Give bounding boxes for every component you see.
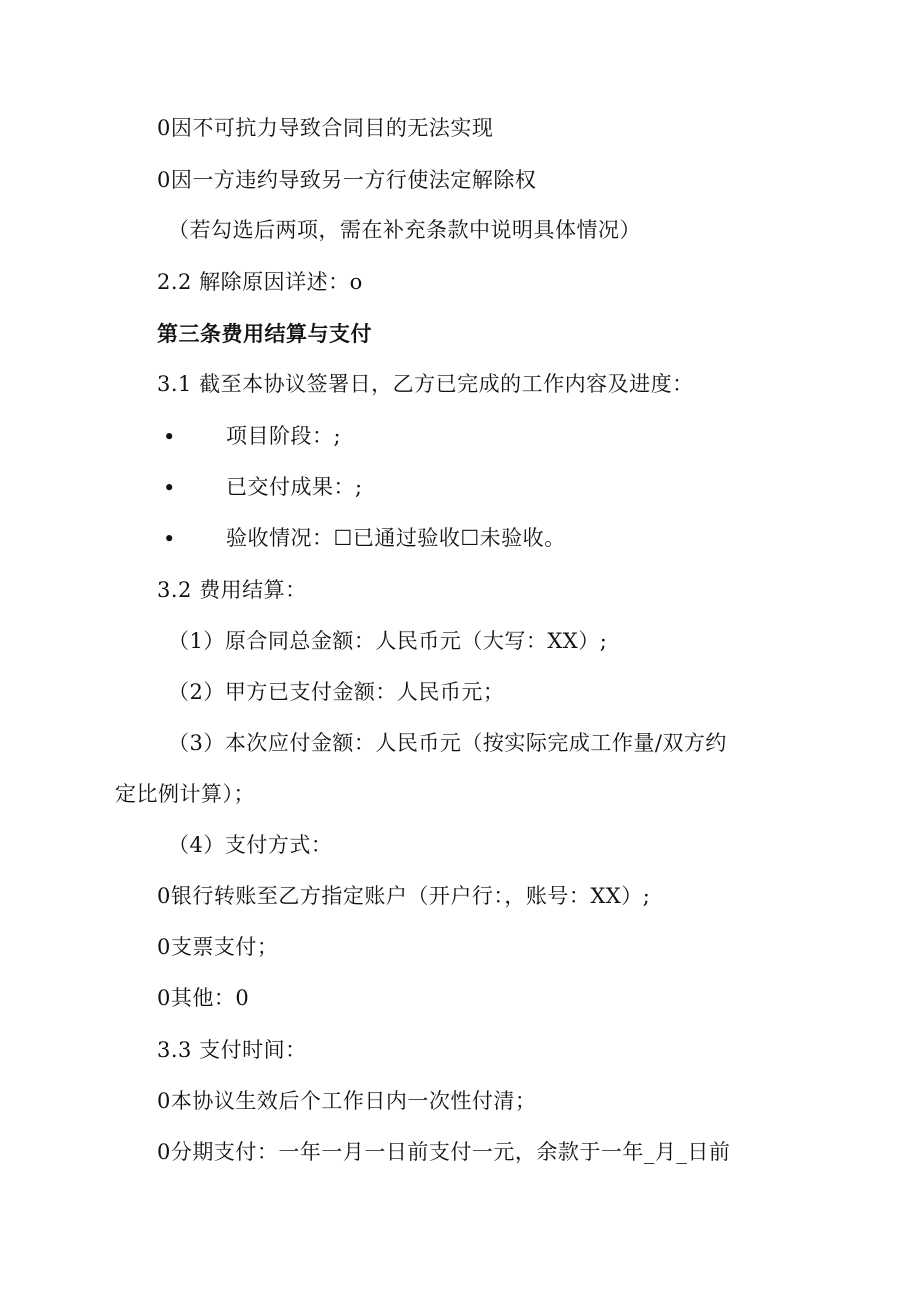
option-force-majeure: 0因不可抗力导致合同目的无法实现 [157, 116, 494, 140]
bullet-delivered-results: 已交付成果：; [226, 475, 363, 499]
clause-3-1: 3.1 截至本协议签署日，乙方已完成的工作内容及进度： [157, 372, 694, 396]
option-breach-termination: 0因一方违约导致另一方行使法定解除权 [157, 168, 537, 192]
option-bank-transfer: 0银行转账至乙方指定账户（开户行：，账号：XX）; [157, 884, 651, 908]
item-payment-method: （4）支付方式： [168, 833, 333, 857]
bullet-icon: • [163, 476, 176, 500]
option-other: 0其他：0 [157, 986, 250, 1010]
section-heading-article-3: 第三条费用结算与支付 [157, 321, 372, 346]
clause-3-2: 3.2 费用结算： [157, 578, 307, 602]
bullet-acceptance-status: 验收情况：☐已通过验收☐未验收。 [226, 526, 566, 550]
option-lump-sum: 0本协议生效后个工作日内一次性付清； [157, 1089, 537, 1113]
item-payable-amount-continued: 定比例计算）； [115, 782, 255, 806]
option-installments: 0分期支付：一年一月一日前支付一元，余款于一年_月_日前 [157, 1140, 731, 1164]
bullet-icon: • [163, 527, 176, 551]
note-supplementary-clause: （若勾选后两项，需在补充条款中说明具体情况） [168, 218, 641, 242]
bullet-icon: • [163, 425, 176, 449]
option-cheque: 0支票支付； [157, 935, 279, 959]
bullet-project-stage: 项目阶段：; [226, 424, 342, 448]
item-paid-amount: （2）甲方已支付金额：人民币元； [168, 680, 505, 704]
item-payable-amount: （3）本次应付金额：人民币元（按实际完成工作量/双方约 [168, 731, 727, 755]
clause-2-2: 2.2 解除原因详述：o [157, 270, 363, 294]
clause-3-3: 3.3 支付时间： [157, 1038, 307, 1062]
item-total-amount: （1）原合同总金额：人民币元（大写：XX）; [168, 629, 608, 653]
